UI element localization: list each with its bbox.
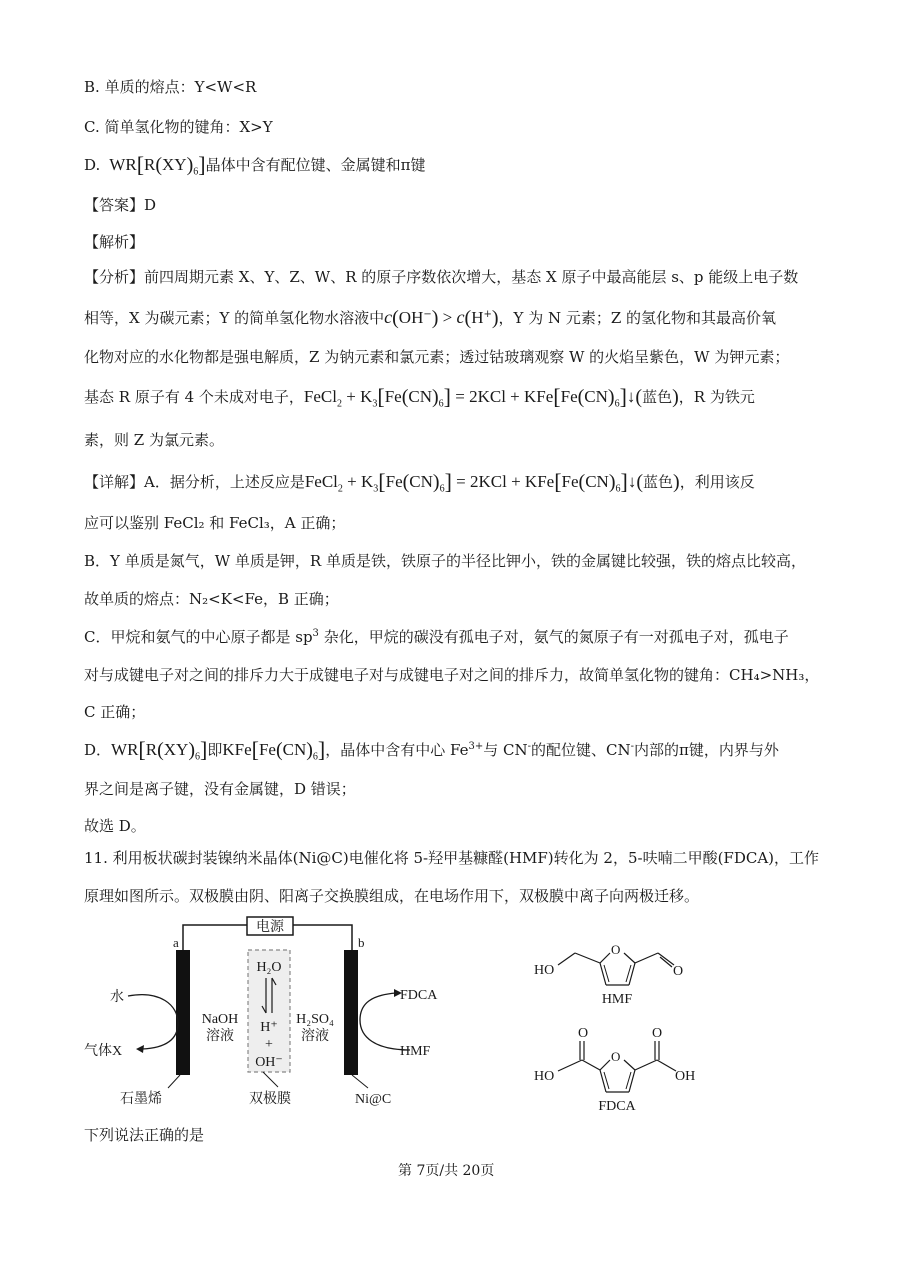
answer-label: 【答案】 — [84, 196, 145, 214]
nic-label: Ni@C — [355, 1092, 392, 1107]
option-c-text: 简单氢化物的键角：X>Y — [104, 118, 273, 136]
detail-line-6: 对与成键电子对之间的排斥力大于成键电子对与成键电子对之间的排斥力，故简单氢化物的键角：CH₄>NH₃， — [84, 666, 820, 684]
analysis-line-5: 素，则 Z 为氯元素。 — [84, 431, 224, 449]
naoh-solution-label: 溶液 — [206, 1029, 234, 1044]
gas-x-label: 气体X — [84, 1044, 123, 1059]
option-d-prefix: D. — [84, 156, 101, 174]
h-plus-label: H⁺ — [260, 1020, 278, 1035]
hmf-structure — [534, 942, 683, 1007]
detail-line-10: 故选 D。 — [84, 817, 146, 835]
oh-minus-label: OH⁻ — [255, 1055, 283, 1070]
plus-label: + — [265, 1037, 273, 1052]
option-d-formula: $WR[R(XY)_6]$ — [109, 152, 206, 178]
svg-text:HO: HO — [534, 1069, 555, 1084]
power-source-label: 电源 — [256, 920, 284, 935]
detail-line-2: 应可以鉴别 FeCl₂ 和 FeCl₃，A 正确； — [84, 514, 346, 532]
svg-text:O: O — [652, 1026, 663, 1041]
analysis-label: 【解析】 — [84, 233, 145, 251]
detail-line-7: C 正确； — [84, 703, 146, 721]
svg-text:O: O — [611, 942, 621, 957]
left-reaction-arc — [128, 995, 178, 1049]
svg-text:O: O — [611, 1049, 621, 1064]
option-c — [84, 117, 273, 137]
detail-line-1: 【详解】A．据分析，上述反应是FeCl$_2$ + $K_3[Fe(CN)_6] = 2KCl$ + $KFe[Fe(CN)_6]↓$(蓝色)，利用该反 — [84, 469, 755, 495]
detail-line-3: B．Y 单质是氮气，W 单质是钾，R 单质是铁，铁原子的半径比钾小，铁的金属键比较强，铁的熔点比较高， — [84, 552, 806, 570]
svg-text:HO: HO — [534, 963, 555, 978]
option-d — [84, 152, 426, 178]
option-b-prefix: B. — [84, 78, 100, 96]
h2o-label: H₂O — [256, 960, 282, 975]
option-c-prefix: C. — [84, 118, 100, 136]
reaction-equation-2: FeCl$_2$ + $K_3[Fe(CN)_6] = 2KCl$ + $KFe[Fe(CN)_6]↓$( — [304, 469, 643, 495]
bipolar-membrane-label: 双极膜 — [249, 1092, 291, 1107]
svg-text:OH: OH — [675, 1069, 696, 1084]
h2so4-solution-label: 溶液 — [301, 1029, 329, 1044]
graphene-label: 石墨烯 — [120, 1092, 162, 1107]
wire-right — [293, 925, 352, 950]
electrolysis-diagram — [80, 905, 460, 1115]
question-line-1: 11. 利用板状碳封装镍纳米晶体(Ni@C)电催化将 5-羟甲基糠醛(HMF)转化为 2，5-呋喃二甲酸(FDCA)，工作 — [84, 849, 820, 867]
analysis-line-3: 化物对应的水化物都是强电解质，Z 为钠元素和氯元素；透过钴玻璃观察 W 的火焰呈紫色，W 为钾元素； — [84, 348, 790, 366]
question-prompt: 下列说法正确的是 — [84, 1126, 205, 1144]
water-label: 水 — [110, 990, 124, 1005]
detail-line-8: D．$WR[R(XY)_6]$即$KFe[Fe(CN)_6]$，晶体中含有中心 $Fe^{3+}$与 CN-的配位键、CN-内部的π键，内界与外 — [84, 737, 779, 763]
electrode-a-label: a — [173, 935, 179, 950]
svg-text:O: O — [578, 1026, 589, 1041]
reaction-equation: FeCl$_2$ + $K_3[Fe(CN)_6] = 2KCl$ + $KFe[Fe(CN)_6]↓$( — [303, 384, 643, 410]
hmf-name: HMF — [601, 992, 633, 1007]
analysis-line-2: 相等，X 为碳元素；Y 的简单氢化物水溶液中c(OH−) > c(H+)，Y 为 N 元素；Z 的氢化物和其最高价氧 — [84, 307, 777, 329]
fdca-structure — [534, 1026, 695, 1114]
hmf-reactant-label: HMF — [400, 1044, 431, 1059]
detail-line-5: C．甲烷和氨气的中心原子都是 $sp^3$ 杂化，甲烷的碳没有孤电子对，氨气的氮原子有一对孤电子对，孤电子 — [84, 628, 789, 646]
fdca-name: FDCA — [598, 1099, 636, 1114]
nic-electrode — [344, 950, 358, 1075]
molecule-structures — [520, 915, 740, 1115]
h2so4-label: H₂SO₄ — [296, 1012, 334, 1027]
graphene-electrode — [176, 950, 190, 1075]
electrode-b-label: b — [358, 935, 365, 950]
answer — [84, 195, 156, 215]
wire-left — [183, 925, 247, 950]
detail-line-4: 故单质的熔点：N₂<K<Fe，B 正确； — [84, 590, 339, 608]
option-d-text: 晶体中含有配位键、金属键和π键 — [205, 156, 426, 174]
option-b-text: 单质的熔点：Y<W<R — [104, 78, 257, 96]
arrow-head-left — [136, 1045, 144, 1053]
svg-text:O: O — [673, 964, 684, 979]
option-b — [84, 77, 256, 97]
fdca-product-label: FDCA — [400, 988, 438, 1003]
answer-value: D — [144, 196, 157, 214]
analysis-line-1: 【分析】前四周期元素 X、Y、Z、W、R 的原子序数依次增大，基态 X 原子中最高能层 s、p 能级上电子数 — [84, 268, 799, 286]
analysis-line-4: 基态 R 原子有 4 个未成对电子，FeCl$_2$ + $K_3[Fe(CN)_6] = 2KCl$ + $KFe[Fe(CN)_6]↓$(蓝色)，R 为铁元 — [84, 384, 755, 410]
detail-line-9: 界之间是离子键，没有金属键，D 错误； — [84, 780, 356, 798]
naoh-label: NaOH — [201, 1012, 239, 1027]
page-footer: 第 7页/共 20页 — [398, 1163, 495, 1179]
question-line-2: 原理如图所示。双极膜由阴、阳离子交换膜组成，在电场作用下，双极膜中离子向两极迁移。 — [84, 887, 700, 905]
